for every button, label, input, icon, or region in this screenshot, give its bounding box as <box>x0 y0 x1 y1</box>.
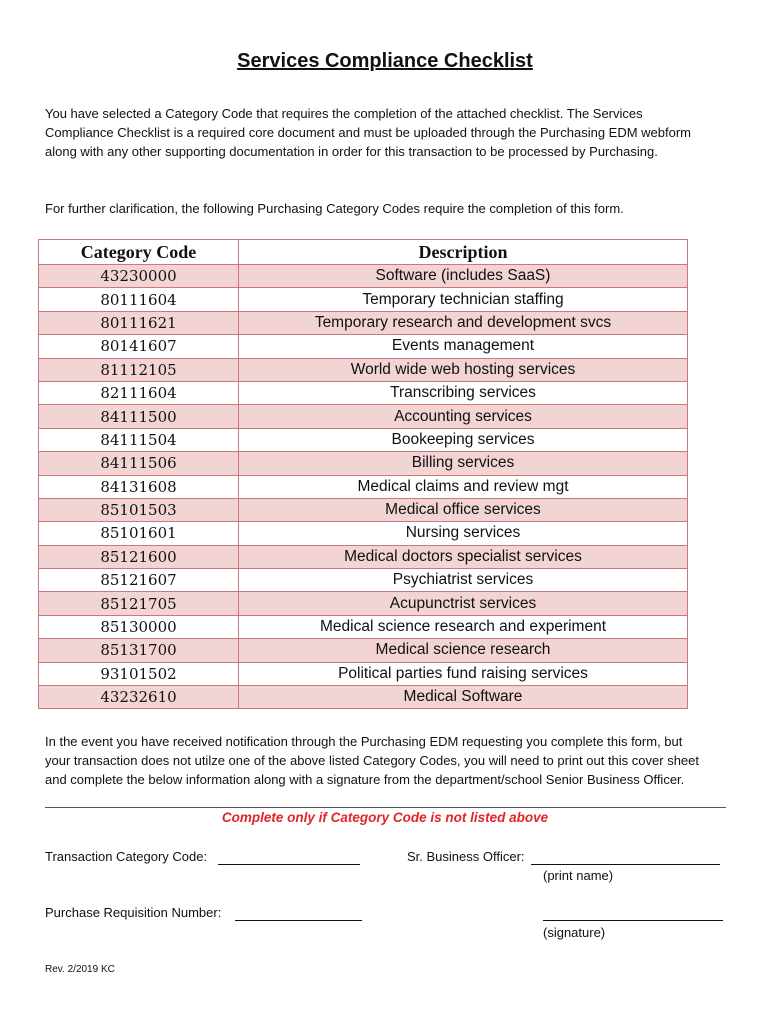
table-row <box>39 615 688 638</box>
table-row <box>39 335 688 358</box>
table-header-row <box>39 240 688 265</box>
table-row <box>39 475 688 498</box>
category-code-cell: 85101503 <box>39 498 239 521</box>
requisition-number-field[interactable] <box>235 919 362 921</box>
description-cell: Medical office services <box>239 498 688 521</box>
description-cell: Psychiatrist services <box>239 569 688 592</box>
table-row <box>39 265 688 288</box>
table-row <box>39 381 688 404</box>
category-code-cell: 84111500 <box>39 405 239 428</box>
category-code-cell: 85130000 <box>39 615 239 638</box>
description-cell: Bookeeping services <box>239 428 688 451</box>
intro-paragraph: You have selected a Category Code that requires the completion of the attached checklist. The Services Compliance Checklist is a required core document and must be uploaded through the Purchasing EDM webform along with any other supporting documentation in order for this transaction to be processed by Purchasing. <box>45 106 692 159</box>
category-code-cell: 85131700 <box>39 639 239 662</box>
category-code-cell: 84131608 <box>39 475 239 498</box>
column-header-category-code: Category Code <box>39 240 239 265</box>
category-code-cell: 85121600 <box>39 545 239 568</box>
table-row <box>39 592 688 615</box>
category-code-cell: 84111506 <box>39 452 239 475</box>
category-code-cell: 80141607 <box>39 335 239 358</box>
description-cell: Software (includes SaaS) <box>239 265 688 288</box>
description-cell: Medical claims and review mgt <box>239 475 688 498</box>
table-row <box>39 452 688 475</box>
description-cell: Medical science research <box>239 639 688 662</box>
table-row <box>39 569 688 592</box>
category-code-cell: 82111604 <box>39 381 239 404</box>
category-code-field[interactable] <box>218 863 360 865</box>
category-code-cell: 85121705 <box>39 592 239 615</box>
requisition-number-label: Purchase Requisition Number: <box>45 905 222 920</box>
description-cell: Medical science research and experiment <box>239 615 688 638</box>
table-row <box>39 288 688 311</box>
description-cell: Medical Software <box>239 686 688 709</box>
column-header-description: Description <box>239 240 688 265</box>
description-cell: Nursing services <box>239 522 688 545</box>
revision-note: Rev. 2/2019 KC <box>45 964 115 975</box>
description-cell: World wide web hosting services <box>239 358 688 381</box>
description-cell: Transcribing services <box>239 381 688 404</box>
table-row <box>39 498 688 521</box>
category-code-cell: 80111604 <box>39 288 239 311</box>
business-officer-label: Sr. Business Officer: <box>407 849 525 864</box>
description-cell: Medical doctors specialist services <box>239 545 688 568</box>
table-row <box>39 311 688 334</box>
category-code-cell: 84111504 <box>39 428 239 451</box>
category-code-cell: 80111621 <box>39 311 239 334</box>
category-code-cell: 85101601 <box>39 522 239 545</box>
table-row <box>39 639 688 662</box>
page-title: Services Compliance Checklist <box>237 50 533 72</box>
category-code-cell: 93101502 <box>39 662 239 685</box>
print-name-caption: (print name) <box>543 868 614 883</box>
clarification-paragraph: For further clarification, the following Purchasing Category Codes require the completion of this form. <box>45 201 624 216</box>
description-cell: Events management <box>239 335 688 358</box>
category-code-cell: 43230000 <box>39 265 239 288</box>
category-code-label: Transaction Category Code: <box>45 849 208 864</box>
description-cell: Temporary technician staffing <box>239 288 688 311</box>
table-row <box>39 358 688 381</box>
event-paragraph: In the event you have received notification through the Purchasing EDM requesting you complete this form, but your transaction does not utilze one of the above listed Category Codes, you will need to print out this cover sheet and complete the below information along with a signature from the department/school Senior Business Officer. <box>45 734 699 787</box>
table-row <box>39 405 688 428</box>
description-cell: Political parties fund raising services <box>239 662 688 685</box>
description-cell: Billing services <box>239 452 688 475</box>
table-row <box>39 545 688 568</box>
description-cell: Accounting services <box>239 405 688 428</box>
table-row <box>39 662 688 685</box>
category-code-cell: 81112105 <box>39 358 239 381</box>
notice-text: Complete only if Category Code is not listed above <box>221 810 549 825</box>
signature-field[interactable] <box>543 919 723 921</box>
table-row <box>39 428 688 451</box>
table-row <box>39 522 688 545</box>
divider <box>45 807 726 808</box>
description-cell: Temporary research and development svcs <box>239 311 688 334</box>
description-cell: Acupunctrist services <box>239 592 688 615</box>
category-code-cell: 43232610 <box>39 686 239 709</box>
business-officer-field[interactable] <box>531 863 720 865</box>
category-code-cell: 85121607 <box>39 569 239 592</box>
signature-caption: (signature) <box>543 925 606 940</box>
category-code-table <box>38 239 688 709</box>
table-row <box>39 686 688 709</box>
